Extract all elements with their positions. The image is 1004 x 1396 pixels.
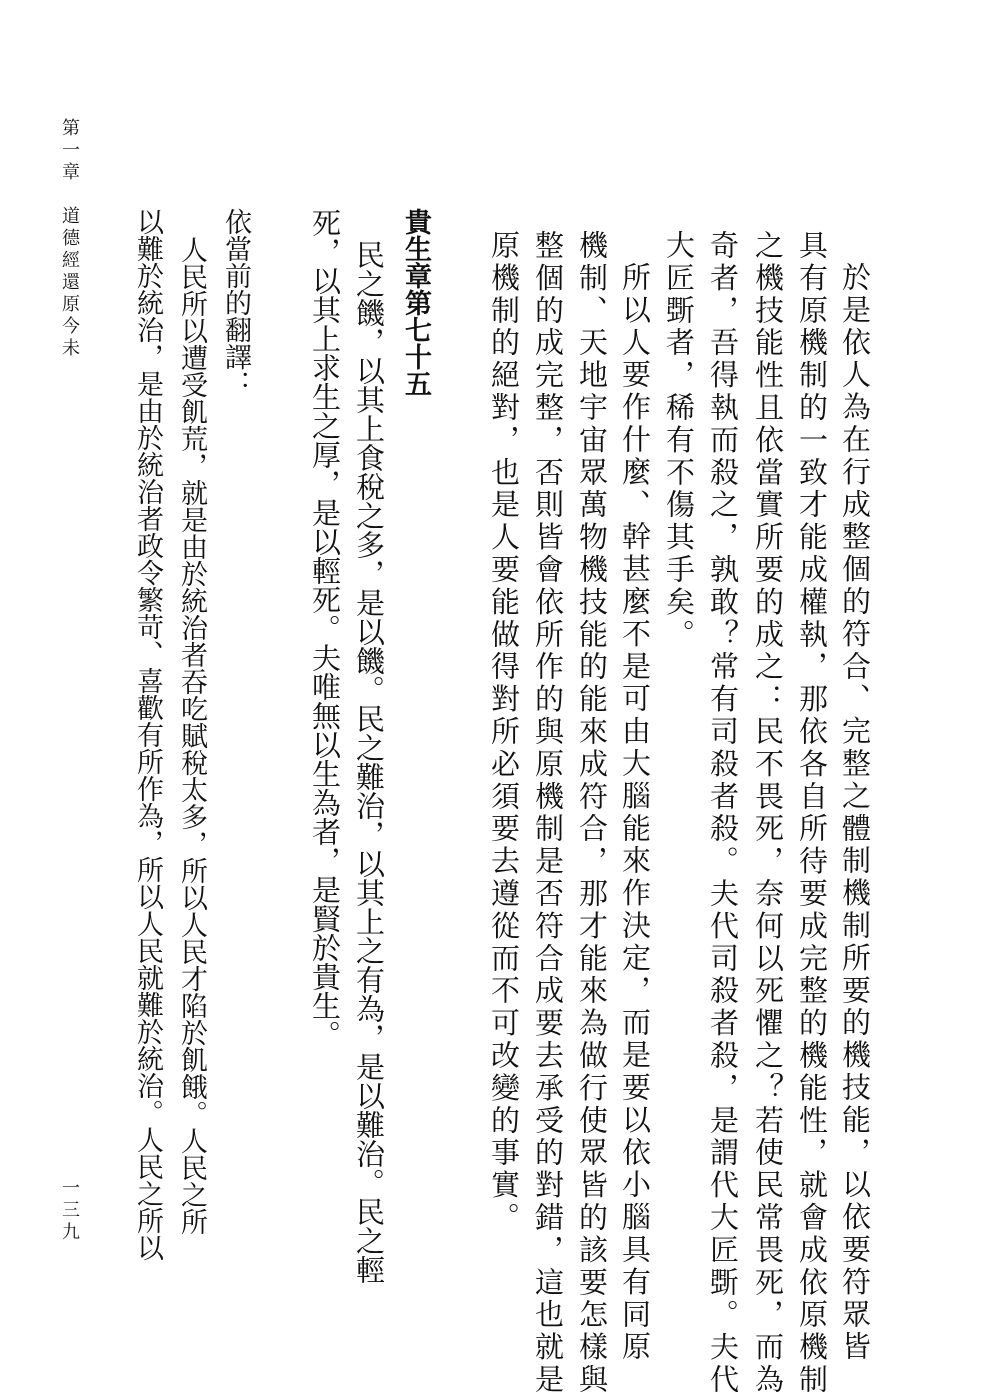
page-number: 一三九 (59, 1178, 80, 1244)
commentary-line-5: 大匠斲者，稀有不傷其手矣。 (662, 230, 696, 652)
commentary-line-9: 原機制的絕對，也是人要能做得對所必須要去遵從而不可改變的事實。 (487, 230, 521, 1235)
scripture-line-1: 民之饑，以其上食稅之多，是以饑。民之難治，以其上之有為，是以難治。民之輕 (352, 240, 386, 1284)
commentary-line-6: 所以人要作什麼、幹甚麼不是可由大腦能來作決定，而是要以依小腦具有同原 (618, 262, 652, 1364)
chapter-title: 貴生章第七十五 (400, 208, 431, 397)
translation-line-2: 以難於統治，是由於統治者政令繁苛、喜歡有所作為，所以人民就難於統治。人民之所以 (132, 208, 163, 1261)
translation-label: 依當前的翻譯： (220, 208, 251, 397)
commentary-line-8: 整個的成完整，否則皆會依所作的與原機制是否符合成要去承受的對錯，這也就是 (531, 230, 565, 1396)
running-header: 第一章 道德經還原今未 (59, 118, 80, 360)
commentary-line-3: 之機技能性且依當實所要的成之：民不畏死，奈何以死懼之？若使民常畏死，而為 (751, 230, 785, 1396)
commentary-line-1: 於是依人為在行成整個的符合、完整之體制機制所要的機技能，以依要符眾皆 (838, 262, 872, 1364)
translation-line-1: 人民所以遭受飢荒，就是由於統治者吞吃賦稅太多，所以人民才陷於飢餓。人民之所 (176, 236, 207, 1235)
commentary-line-7: 機制、天地宇宙眾萬物機技能的能來成符合，那才能來為做行使眾皆的該要怎樣與 (575, 230, 609, 1396)
commentary-line-4: 奇者，吾得執而殺之，孰敢？常有司殺者殺。夫代司殺者殺，是謂代大匠斲。夫代 (706, 230, 740, 1396)
scripture-line-2: 死，以其上求生之厚，是以輕死。夫唯無以生為者，是賢於貴生。 (308, 208, 342, 1049)
commentary-line-2: 具有原機制的一致才能成權執，那依各自所待要成完整的機能性，就會成依原機制 (795, 230, 829, 1396)
